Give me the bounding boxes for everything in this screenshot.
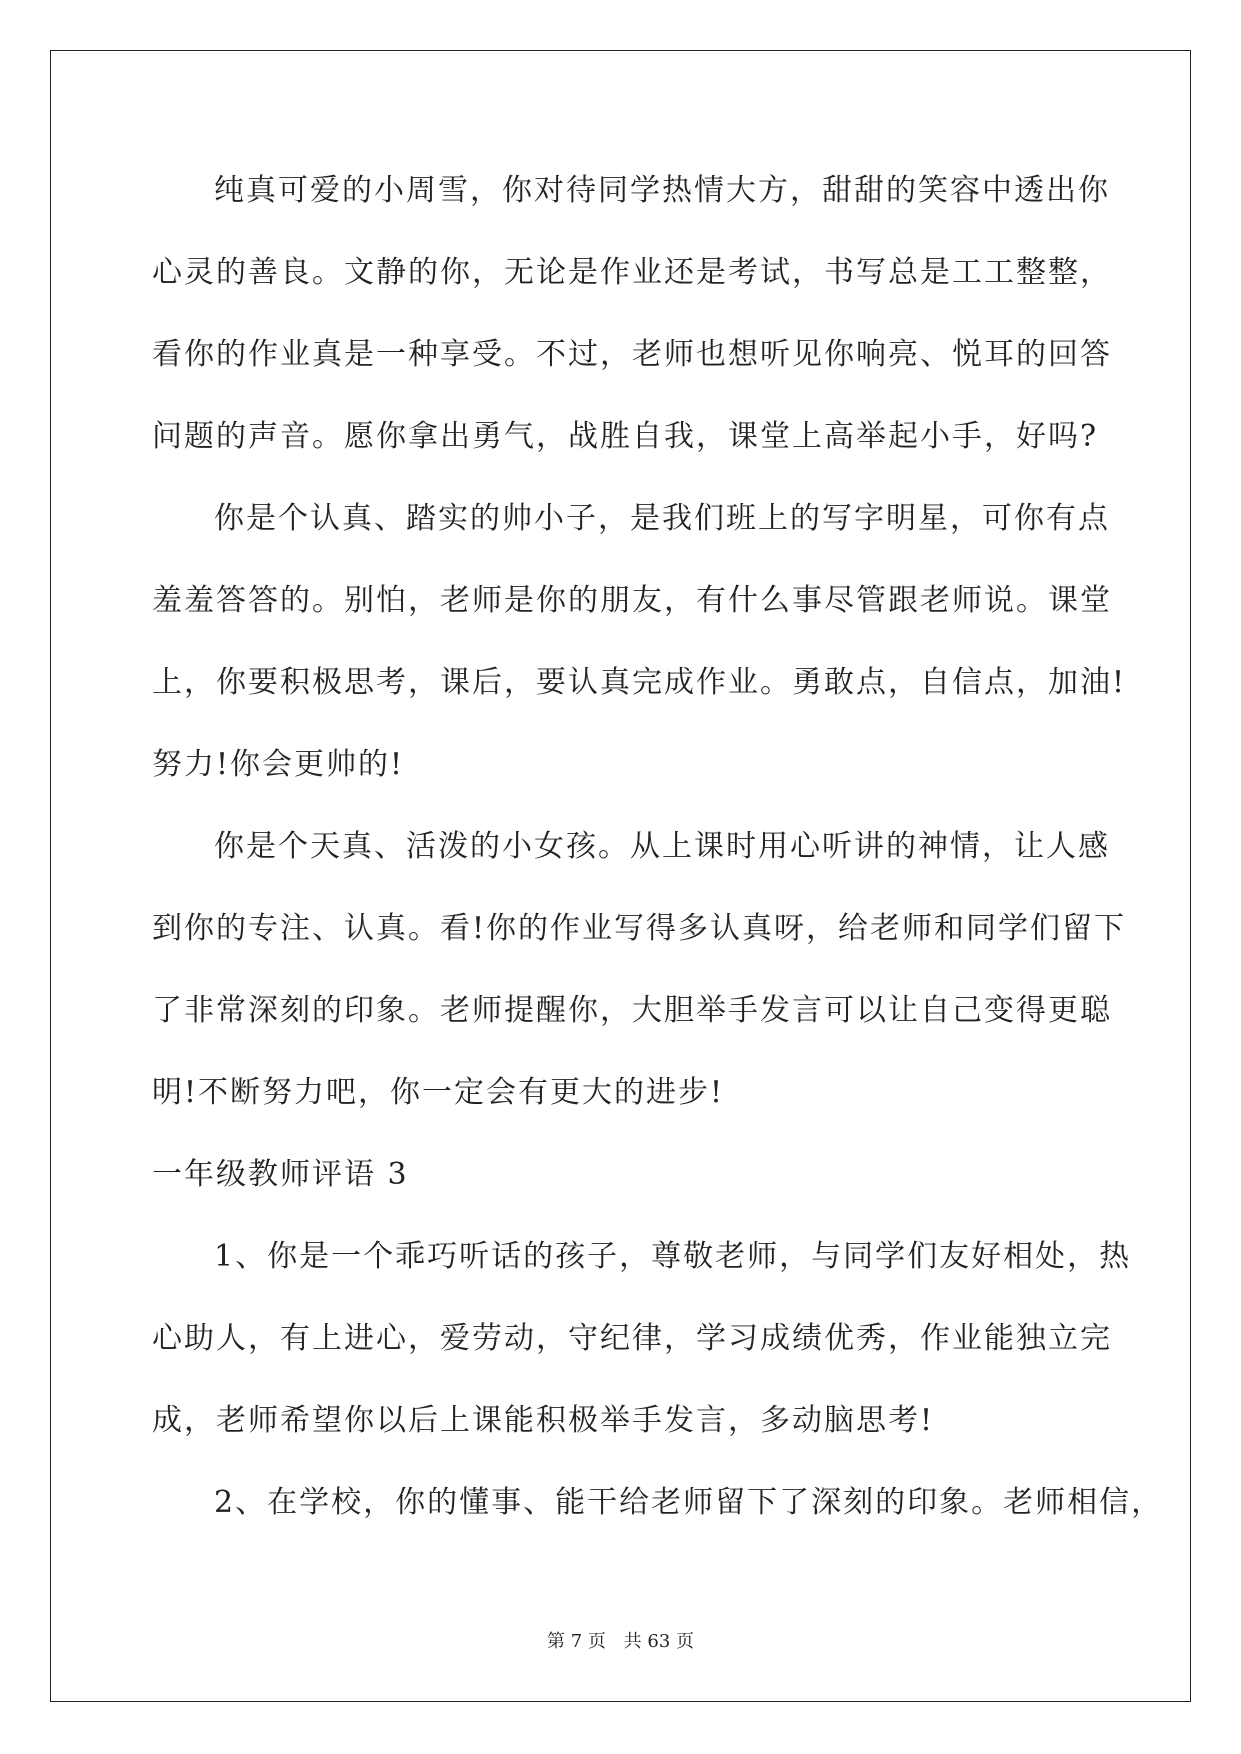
text-line: 心灵的善良。文静的你，无论是作业还是考试，书写总是工工整整， <box>152 255 1112 290</box>
page-footer <box>0 1627 1241 1653</box>
document-body <box>152 160 1164 1554</box>
text-line: 看你的作业真是一种享受。不过，老师也想听见你响亮、悦耳的回答 <box>152 337 1112 372</box>
text-line: 问题的声音。愿你拿出勇气，战胜自我，课堂上高举起小手，好吗? <box>152 419 1099 454</box>
text-line: 到你的专注、认真。看!你的作业写得多认真呀，给老师和同学们留下 <box>152 911 1127 946</box>
text-line: 上，你要积极思考，课后，要认真完成作业。勇敢点，自信点，加油! <box>152 665 1127 700</box>
page-total: 共 63 页 <box>623 1631 694 1652</box>
text-line: 努力!你会更帅的! <box>152 747 405 782</box>
text-line: 纯真可爱的小周雪，你对待同学热情大方，甜甜的笑容中透出你 <box>214 173 1110 208</box>
text-line: 了非常深刻的印象。老师提醒你，大胆举手发言可以让自己变得更聪 <box>152 993 1112 1028</box>
text-line: 你是个认真、踏实的帅小子，是我们班上的写字明星，可你有点 <box>214 501 1110 536</box>
text-line: 1、你是一个乖巧听话的孩子，尊敬老师，与同学们友好相处，热 <box>214 1239 1132 1274</box>
text-line: 羞羞答答的。别怕，老师是你的朋友，有什么事尽管跟老师说。课堂 <box>152 583 1112 618</box>
text-line: 你是个天真、活泼的小女孩。从上课时用心听讲的神情，让人感 <box>214 829 1110 864</box>
text-line: 成，老师希望你以后上课能积极举手发言，多动脑思考! <box>152 1403 935 1438</box>
text-line: 明!不断努力吧，你一定会有更大的进步! <box>152 1075 725 1110</box>
page-number: 第 7 页 <box>547 1631 606 1652</box>
text-line: 2、在学校，你的懂事、能干给老师留下了深刻的印象。老师相信， <box>214 1485 1164 1520</box>
section-heading: 一年级教师评语 3 <box>152 1157 409 1192</box>
text-line: 心助人，有上进心，爱劳动，守纪律，学习成绩优秀，作业能独立完 <box>152 1321 1112 1356</box>
